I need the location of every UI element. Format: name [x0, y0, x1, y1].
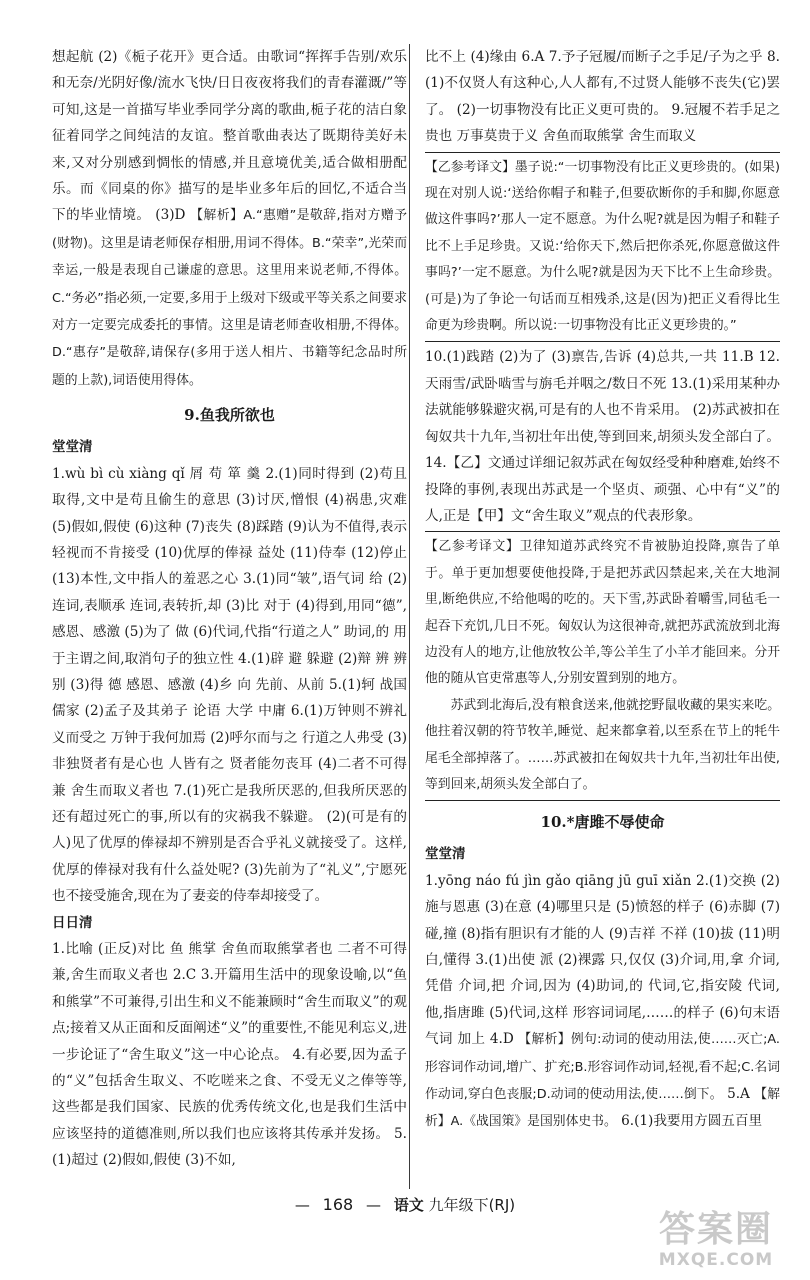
watermark-url: MXQE.COM: [658, 1250, 774, 1270]
answer-paragraph: [425, 868, 780, 1136]
analysis-text: 【解析】例句:动词的使动用法,使……灭亡;A.形容词作动词,增广、扩充;B.形容词作动词,轻视,看不起;C.名词作动词,穿白色丧服;D.动词的使动用法,使……倒下。: [425, 1032, 780, 1103]
grade-label: 九年级下(RJ): [428, 1196, 516, 1214]
reference-translation: 【乙参考译文】墨子说:“一切事物没有比正义更珍贵的。(如果)现在对别人说:‘送给你帽子和鞋子,但要砍断你的手和脚,你愿意做这件事吗?’那人一定不愿意。为什么呢?就是因为帽子和鞋子比不上手足珍贵。又说:‘给你天下,然后把你杀死,你愿意做这件事吗?’一定不愿意。为什么呢?就是因为天下比不上生命珍贵。(可是)为了争论一句话而互相残杀,这是(因为)把正义看得比生命更为珍贵啊。所以说:一切事物没有比正义更珍贵的。”: [425, 152, 780, 343]
subsection-heading: 堂堂清: [52, 439, 93, 456]
answer-text: 1.yōng náo fú jìn gǎo qiāng jū guī xiǎn 2.(1)交换 (2)施与恩惠 (3)在意 (4)哪里只是 (5)愤怒的样子 (6)赤脚 (7)碰,撞 (8)指有胆识有才能的人 (9)吉祥 不祥 (10)拔 (11)明白,懂得 3.(1)出使 派 (2)裸露 只,仅仅 (3)介词,用,拿 介词,凭借 介词,把 介词,因为 (4)助词,的 代词,它,指安陵 代词,他,指唐雎 (5)代词,这样 形容词词尾,……的样子 (6)句末语气词 加上 4.D: [425, 872, 780, 1048]
answer-text: 6.(1)我要用方圆五百里: [621, 1113, 763, 1130]
right-column: [425, 44, 780, 1136]
answer-paragraph: 1.wù bì cù xiàng qǐ 屑 苟 箪 羹 2.(1)同时得到 (2)苟且取得,文中是苟且偷生的意思 (3)讨厌,憎恨 (4)祸患,灾难 (5)假如,假使 (6)这种 (7)丧失 (8)踩踏 (9)认为不值得,表示轻视而不肯接受 (10)优厚的俸禄 益处 (11)侍奉 (12)停止 (13)本性,文中指人的羞恶之心 3.(1)同“皱”,语气词 给 (2)连词,表顺承 连词,表转折,却 (3)比 对于 (4)得到,用同“德”,感恩、感激 (5)为了 做 (6)代词,代指“行道之人” 助词,的 用于主谓之间,取消句子的独立性 4.(1)辟 避 躲避 (2)辩 辨 辨别 (3)得 德 感恩、感激 (4)乡 向 先前、从前 5.(1)轲 战国 儒家 (2)孟子及其弟子 论语 大学 中庸 6.(1)万钟则不辨礼义而受之 万钟于我何加焉 (2)呼尔而与之 行道之人弗受 (3)非独贤者有是心也 人皆有之 贤者能勿丧耳 (4)二者不可得兼 舍生而取义者也 7.(1)死亡是我所厌恶的,但我所厌恶的还有超过死亡的事,所以有的灾祸我不躲避。 (2)(可是有的人)见了优厚的俸禄却不辨别是否合乎礼义就接受了。这样,优厚的俸禄对我有什么益处呢? (3)先前为了“礼义”,宁愿死也不接受施舍,现在为了妻妾的侍奉却接受了。: [52, 465, 407, 905]
watermark-logo: [636, 1210, 796, 1272]
section-title-9: 9.鱼我所欲也: [184, 406, 275, 425]
answer-text: 5.A: [727, 1086, 750, 1103]
subsection-heading: 堂堂清: [425, 846, 466, 863]
answer-paragraph: [52, 44, 407, 394]
section-title-10: 10.*唐雎不辱使命: [540, 813, 665, 832]
subsection-heading: 日日清: [52, 914, 93, 931]
subject-label: 语文: [393, 1196, 424, 1214]
reference-translation: 【乙参考译文】卫律知道苏武终究不肯被胁迫投降,禀告了单于。单于更加想要使他投降,于是把苏武囚禁起来,关在大地洞里,断绝供应,不给他喝的吃的。天下雪,苏武卧着嚼雪,同毡毛一起吞下充饥,几日不死。匈奴认为这很神奇,就把苏武流放到北海边没有人的地方,让他放牧公羊,等公羊生了小羊才能回来。分开他的随从官吏常惠等人,分别安置到别的地方。: [425, 539, 780, 687]
analysis-text: 【解析】A.“惠赠”是敬辞,指对方赠予(财物)。这里是请老师保存相册,用词不得体。B.“荣幸”,光荣而幸运,一般是表现自己谦虚的意思。这里用来说老师,不得体。C.“务必”指必须,一定要,多用于上级对下级或平等关系之间要求对方一定要完成委托的事情。这里是请老师查收相册,不得体。D.“惠存”是敬辞,请保存(多用于送人相片、书籍等纪念品时所题的上款),词语使用得体。: [52, 208, 407, 388]
answer-paragraph: 1.比喻 (正反)对比 鱼 熊掌 舍鱼而取熊掌者也 二者不可得兼,舍生而取义者也 2.C 3.开篇用生活中的现象设喻,以“鱼和熊掌”不可兼得,引出生和义不能兼顾时“舍生而取义”的观点;接着又从正面和反面阐述“义”的重要性,不能见利忘义,进一步论证了“舍生取义”这一中心论点。 4.有必要,因为孟子的“义”包括舍生取义、不吃嗟来之食、不受无义之俸等等,这些都是我们国家、民族的优秀传统文化,也是我们生活中应该坚持的道德准则,所以我们也应该将其传承并发扬。 5.(1)超过 (2)假如,假使 (3)不如,: [52, 941, 407, 1169]
answer-paragraph: 10.(1)践踏 (2)为了 (3)禀告,告诉 (4)总共,一共 11.B 12.天雨雪/武卧啮雪与旃毛并咽之/数日不死 13.(1)采用某种办法就能够躲避灾祸,可是有的人也不肯采用。 (2)苏武被扣在匈奴共十九年,当初壮年出使,等到回来,胡须头发全部白了。 14.【乙】文通过详细记叙苏武在匈奴经受种种磨难,始终不投降的事例,表现出苏武是一个坚贞、顽强、心中有“义”的人,正是【甲】文“舍生取义”观点的代表形象。: [425, 349, 780, 524]
page-footer: — 168 — 语文 九年级下(RJ): [294, 1195, 516, 1214]
watermark-text: 答案圈: [658, 1209, 773, 1250]
answer-paragraph: 比不上 (4)缘由 6.A 7.予子冠履/而断子之手足/子为之乎 8.(1)不仅贤人有这种心,人人都有,不过贤人能够不丧失(它)罢了。 (2)一切事物没有比正义更可贵的。 9.冠履不若手足之贵也 万事莫贵于义 舍鱼而取熊掌 舍生而取义: [425, 49, 780, 145]
column-divider: [409, 44, 410, 1189]
analysis-text: 【解析】A.《战国策》是国别体史书。: [425, 1087, 780, 1130]
page-number: 168: [322, 1195, 354, 1214]
answer-text: 想起航 (2)《栀子花开》更合适。由歌词“挥挥手告别/欢乐和无奈/光阴好像/流水飞快/日日夜夜将我们的青春灌溉/”等可知,这是一首描写毕业季同学分离的歌曲,栀子花的洁白象征着同学之间纯洁的友谊。整首歌曲表达了既期待美好未来,又对分别感到惆怅的情感,并且意境优美,适合做相册配乐。而《同桌的你》描写的是毕业多年后的回忆,不适合当下的毕业情境。 (3)D: [52, 49, 407, 224]
left-column: [52, 44, 407, 1174]
reference-translation: 苏武到北海后,没有粮食送来,他就挖野鼠收藏的果实来吃。他拄着汉朝的符节牧羊,睡觉、起来都拿着,以至系在节上的牦牛尾毛全部掉落了。……苏武被扣在匈奴共十九年,当初壮年出使,等到回来,胡须头发全部白了。: [425, 697, 780, 792]
reference-translation-block: [425, 531, 780, 801]
